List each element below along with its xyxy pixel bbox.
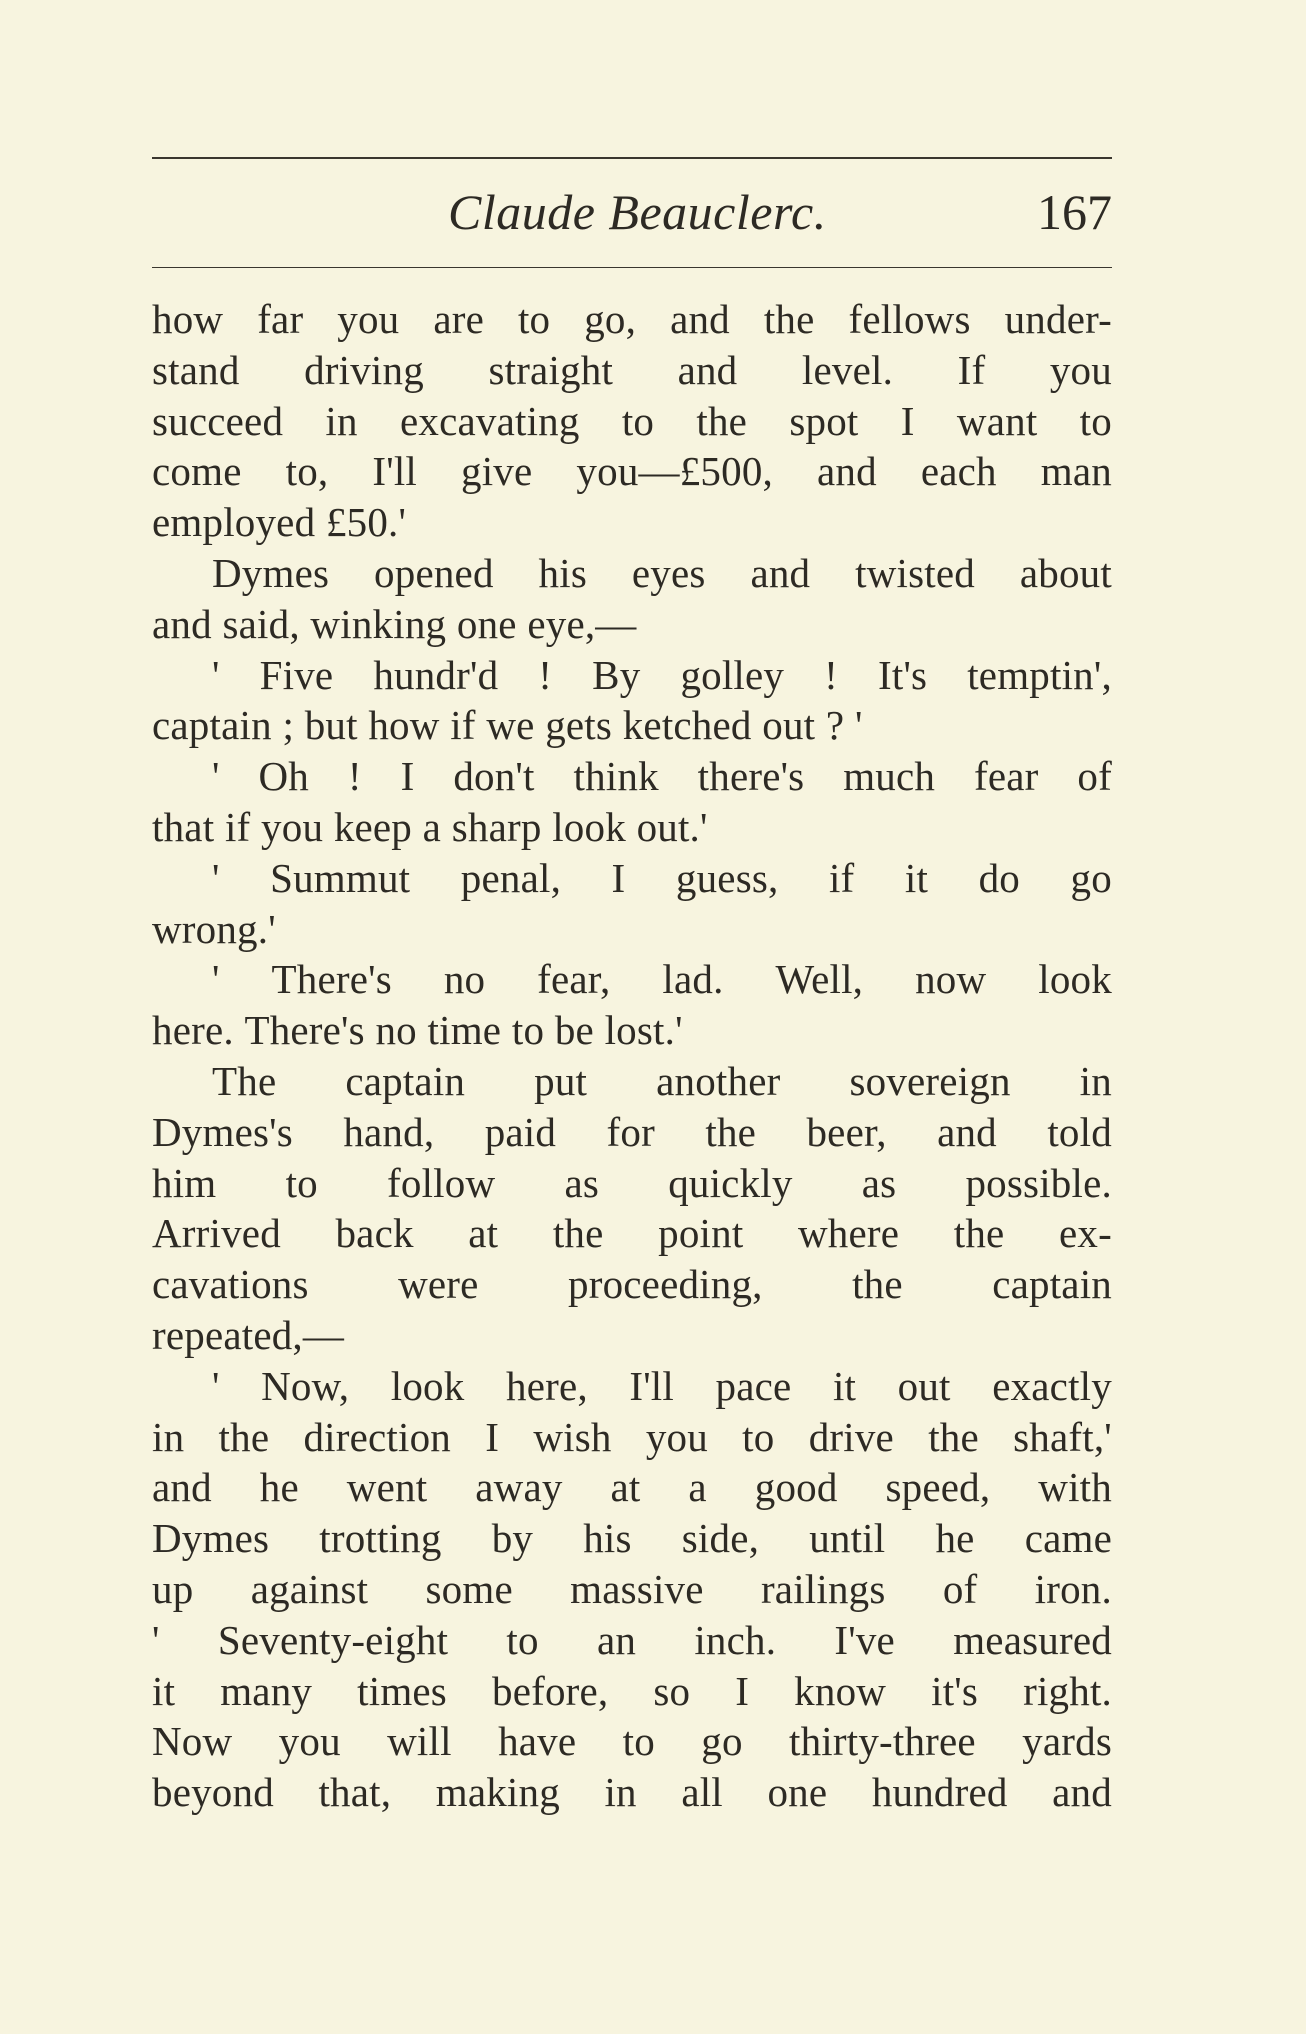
text-line: up against some massive railings of iron. xyxy=(152,1565,1112,1612)
text-line: Dymes trotting by his side, until he came xyxy=(152,1515,1112,1562)
body-text xyxy=(152,294,1112,1818)
text-line: that if you keep a sharp look out.' xyxy=(152,803,708,850)
text-line: ' Oh ! I don't think there's much fear of xyxy=(212,753,1112,800)
text-line: succeed in excavating to the spot I want to xyxy=(152,397,1112,444)
text-line: beyond that, making in all one hundred and xyxy=(152,1769,1112,1816)
text-line: wrong.' xyxy=(152,905,276,952)
header-top-rule xyxy=(152,157,1112,159)
text-line: repeated,— xyxy=(152,1311,345,1358)
text-line: how far you are to go, and the fellows under- xyxy=(152,296,1112,342)
text-line: stand driving straight and level. If you xyxy=(152,346,1112,393)
text-line: Now you will have to go thirty-three yards xyxy=(152,1718,1112,1765)
header-bottom-rule xyxy=(152,267,1112,268)
running-title: Claude Beauclerc. xyxy=(448,184,827,240)
text-line: in the direction I wish you to drive the shaft,' xyxy=(152,1413,1112,1460)
text-line: come to, I'll give you—£500, and each man xyxy=(152,448,1112,495)
text-line: him to follow as quickly as possible. xyxy=(152,1159,1112,1206)
text-line: ' Five hundr'd ! By golley ! It's temptin', xyxy=(212,651,1112,698)
text-line: Dymes opened his eyes and twisted about xyxy=(212,549,1112,596)
text-line: employed £50.' xyxy=(152,499,407,546)
text-line: and he went away at a good speed, with xyxy=(152,1464,1112,1511)
text-line: ' Seventy-eight to an inch. I've measured xyxy=(152,1616,1112,1663)
text-line: Dymes's hand, paid for the beer, and told xyxy=(152,1108,1112,1155)
page-number: 167 xyxy=(1037,184,1112,240)
text-line: here. There's no time to be lost.' xyxy=(152,1007,683,1054)
text-line: it many times before, so I know it's right. xyxy=(152,1667,1112,1714)
text-line: The captain put another sovereign in xyxy=(212,1057,1112,1104)
text-line: cavations were proceeding, the captain xyxy=(152,1261,1112,1308)
running-header xyxy=(152,180,1112,244)
text-line: ' Summut penal, I guess, if it do go xyxy=(212,854,1112,901)
text-line: ' There's no fear, lad. Well, now look xyxy=(212,956,1112,1003)
text-line: ' Now, look here, I'll pace it out exactly xyxy=(212,1362,1112,1409)
text-line: Arrived back at the point where the ex- xyxy=(152,1210,1112,1257)
text-line: captain ; but how if we gets ketched out ? ' xyxy=(152,702,863,749)
text-line: and said, winking one eye,— xyxy=(152,600,637,647)
